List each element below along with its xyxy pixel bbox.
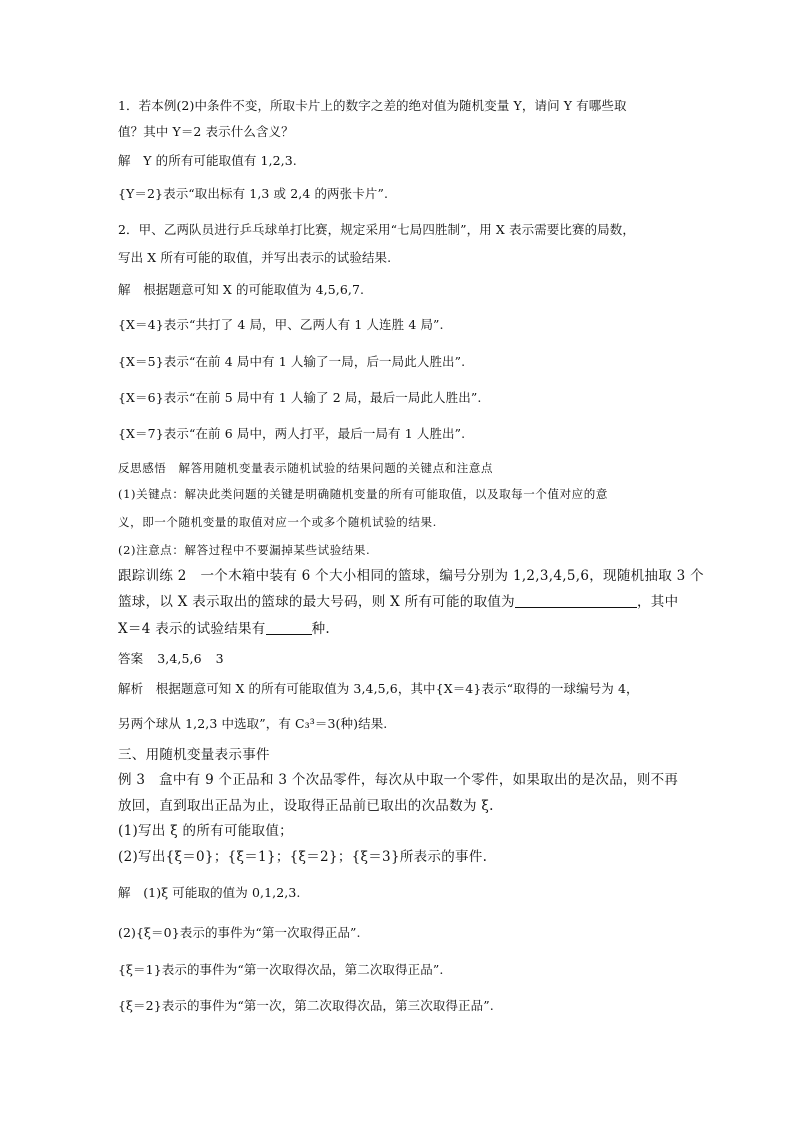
example-3-question-1: (1)写出 ξ 的所有可能取值； [118,823,293,839]
example-3-question-2: (2)写出{ξ＝0}；{ξ＝1}；{ξ＝2}；{ξ＝3}所表示的事件. [118,849,488,865]
practice-line-2-tail: ，其中 [637,594,679,610]
reflection-key-point-line-2: 义，即一个随机变量的取值对应一个或多个随机试验的结果. [118,515,437,529]
answer-values: 3,4,5,6 [157,651,202,666]
reflection-heading: 反思感悟 解答用随机变量表示随机试验的结果问题的关键点和注意点 [118,461,494,475]
practice-line-3-tail: 种. [311,621,330,637]
answer-count: 3 [215,651,224,666]
answer-label: 答案 [118,651,144,666]
solution-1-line-2: {Y＝2}表示“取出标有 1,3 或 2,4 的两张卡片”. [118,186,389,201]
practice-line-3 [118,621,684,637]
answer-line [118,651,684,667]
solution-2-line-1: 解 根据题意可知 X 的可能取值为 4,5,6,7. [118,282,365,297]
practice-line-3-text: X＝4 表示的试验结果有 [118,621,266,637]
analysis-line-1: 解析 根据题意可知 X 的所有可能取值为 3,4,5,6，其中{X＝4}表示“取得的一球编号为 4， [118,681,639,696]
example-3-solution-2: (2){ξ＝0}表示的事件为“第一次取得正品”. [118,925,361,940]
problem-1-line-1: 1．若本例(2)中条件不变，所取卡片上的数字之差的绝对值为随机变量 Y，请问 Y 有哪些取 [118,98,627,113]
solution-2-line-4: {X＝6}表示“在前 5 局中有 1 人输了 2 局，最后一局此人胜出”. [118,390,482,405]
example-3-solution-3: {ξ＝1}表示的事件为“第一次取得次品，第二次取得正品”. [118,962,444,977]
solution-2-line-3: {X＝5}表示“在前 4 局中有 1 人输了一局，后一局此人胜出”. [118,354,466,369]
example-3-solution-1: 解 (1)ξ 可能取的值为 0,1,2,3. [118,885,301,900]
practice-line-2 [118,594,684,610]
problem-2-line-1: 2．甲、乙两队员进行乒乓球单打比赛，规定采用“七局四胜制”，用 X 表示需要比赛的局数， [118,222,635,237]
solution-1-line-1: 解 Y 的所有可能取值有 1,2,3. [118,153,297,168]
practice-line-1: 跟踪训练 2 一个木箱中装有 6 个大小相同的篮球，编号分别为 1,2,3,4,5,6，现随机抽取 3 个 [118,568,704,584]
reflection-caution: (2)注意点：解答过程中不要漏掉某些试验结果. [118,543,371,557]
problem-1-line-2: 值？其中 Y＝2 表示什么含义？ [118,124,294,139]
answer-blank-values [515,594,637,608]
example-3-line-1: 例 3 盒中有 9 个正品和 3 个次品零件，每次从中取一个零件，如果取出的是次品，则不再 [118,772,679,788]
problem-2-line-2: 写出 X 所有可能的取值，并写出表示的试验结果. [118,250,392,265]
answer-blank-count [266,621,312,635]
analysis-line-2: 另两个球从 1,2,3 中选取”，有 C₃³＝3(种)结果. [118,716,388,731]
example-3-solution-4: {ξ＝2}表示的事件为“第一次，第二次取得次品，第三次取得正品”. [118,998,494,1013]
section-heading: 三、用随机变量表示事件 [118,747,270,763]
solution-2-line-2: {X＝4}表示“共打了 4 局，甲、乙两人有 1 人连胜 4 局”. [118,317,444,332]
solution-2-line-5: {X＝7}表示“在前 6 局中，两人打平，最后一局有 1 人胜出”. [118,426,466,441]
practice-line-2-text: 篮球，以 X 表示取出的篮球的最大号码，则 X 所有可能的取值为 [118,594,515,610]
reflection-key-point-line-1: (1)关键点：解决此类问题的关键是明确随机变量的所有可能取值，以及取每一个值对应的意 [118,487,608,501]
example-3-line-2: 放回，直到取出正品为止，设取得正品前已取出的次品数为 ξ. [118,798,494,814]
